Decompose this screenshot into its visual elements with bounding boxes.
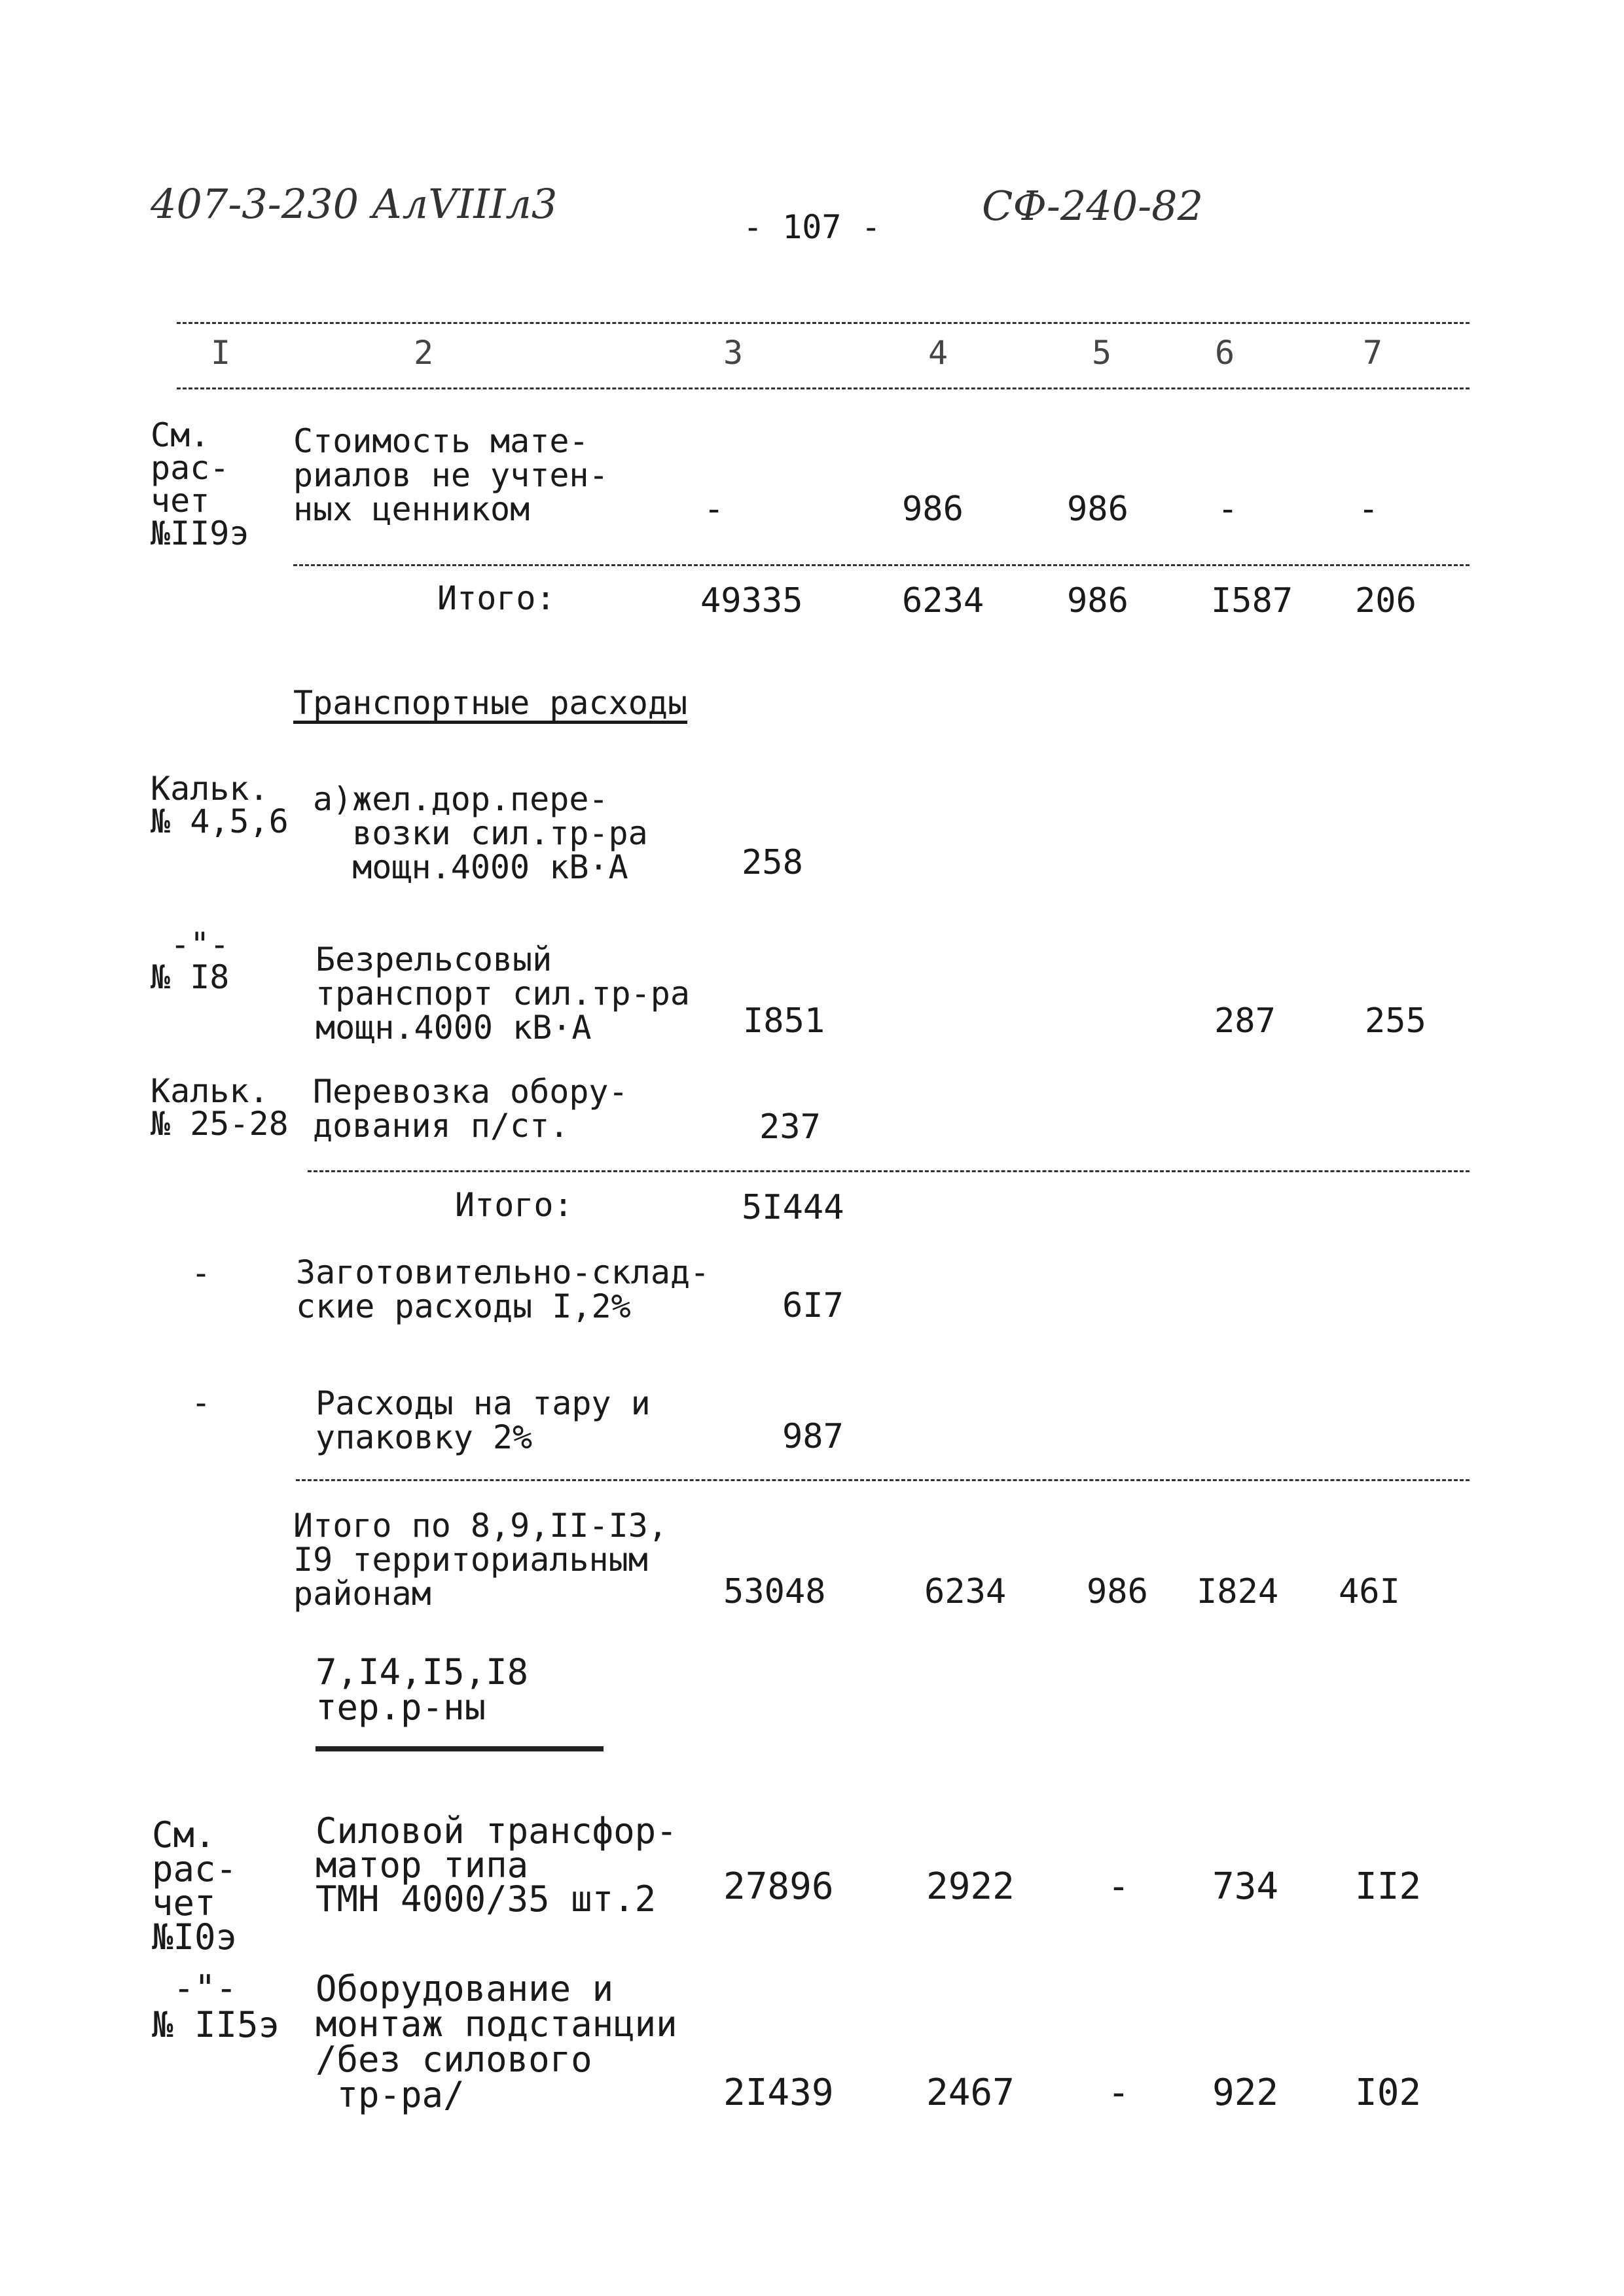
row-description: Оборудование и монтаж подстанции /без силового тр-ра/ xyxy=(316,1968,677,2115)
cell-col4: 2467 xyxy=(926,2072,1015,2114)
row-reference: - xyxy=(191,1384,211,1422)
section-heading-underline xyxy=(316,1746,604,1751)
cell-col3: 258 xyxy=(742,843,803,882)
table-top-rule xyxy=(177,322,1470,324)
cell-col6: I587 xyxy=(1211,581,1293,620)
column-header-7: 7 xyxy=(1363,334,1383,372)
cell-col7: 46I xyxy=(1339,1572,1400,1611)
column-header-5: 5 xyxy=(1092,334,1112,372)
section-heading-transport: Транспортные расходы xyxy=(293,684,688,722)
column-header-4: 4 xyxy=(928,334,948,372)
cell-col4: 6234 xyxy=(924,1572,1007,1611)
cell-col4: 986 xyxy=(902,490,964,529)
row-description: Силовой трансфор- матор типа ТМН 4000/35 шт.2 xyxy=(316,1810,677,1920)
cell-col3: 5I444 xyxy=(742,1188,844,1227)
row-reference: См. рас- чет №I0э xyxy=(152,1814,238,1958)
row-reference: См. рас- чет №II9э xyxy=(151,416,249,552)
cell-col4: 2922 xyxy=(926,1865,1015,1908)
cell-col3: 27896 xyxy=(723,1865,834,1908)
row-description: а)жел.дор.пере- возки сил.тр-ра мощн.4000 кВ·А xyxy=(313,780,648,886)
row-description: Заготовительно-склад- ские расходы I,2% xyxy=(296,1253,710,1325)
cell-col7: 206 xyxy=(1355,581,1416,620)
cell-col5: - xyxy=(1108,1865,1130,1908)
cell-col7: - xyxy=(1358,490,1379,529)
cell-col5: 986 xyxy=(1067,581,1128,620)
subtotal-rule xyxy=(293,564,1470,566)
row-reference: -"- № I8 xyxy=(151,925,230,996)
cell-col6: I824 xyxy=(1197,1572,1279,1611)
cell-col6: - xyxy=(1218,490,1238,529)
row-description: Безрельсовый транспорт сил.тр-ра мощн.4000 кВ·А xyxy=(316,941,690,1047)
total-label: Итого: xyxy=(437,579,556,617)
subtotal-rule xyxy=(296,1479,1470,1481)
cell-col6: 287 xyxy=(1214,1001,1276,1041)
cell-col6: 922 xyxy=(1212,2072,1279,2114)
cell-col3: 6I7 xyxy=(782,1286,844,1325)
cell-col3: - xyxy=(704,490,725,529)
row-description: Расходы на тару и упаковку 2% xyxy=(316,1384,651,1456)
subtotal-rule xyxy=(308,1170,1470,1172)
cell-col3: I851 xyxy=(743,1001,825,1041)
cell-col3: 2I439 xyxy=(723,2072,834,2114)
cell-col6: 734 xyxy=(1212,1865,1279,1908)
cell-col5: - xyxy=(1108,2072,1130,2114)
cell-col7: 255 xyxy=(1365,1001,1426,1041)
page-number: - 107 - xyxy=(743,208,881,246)
column-header-2: 2 xyxy=(414,334,434,372)
cell-col3: 49335 xyxy=(700,581,803,620)
row-reference: Кальк. № 4,5,6 xyxy=(151,770,289,840)
column-header-1: I xyxy=(211,334,231,372)
column-header-6: 6 xyxy=(1215,334,1235,372)
cell-col5: 986 xyxy=(1087,1572,1148,1611)
document-code-left: 407-3-230 АлVIIIл3 xyxy=(151,180,558,228)
cell-col3: 987 xyxy=(782,1417,844,1456)
cell-col5: 986 xyxy=(1067,490,1128,529)
total-label: Итого по 8,9,II-I3, I9 территориальным районам xyxy=(293,1507,668,1613)
row-description: Стоимость мате- риалов не учтен- ных ценником xyxy=(293,422,609,528)
table-header-rule xyxy=(177,387,1470,389)
row-reference: -"- № II5э xyxy=(152,1967,280,2045)
section-heading-regions: 7,I4,I5,I8 тер.р-ны xyxy=(316,1651,529,1728)
row-description: Перевозка обору- дования п/ст. xyxy=(313,1073,628,1145)
cell-col3: 237 xyxy=(759,1107,821,1147)
cell-col4: 6234 xyxy=(902,581,984,620)
document-code-right: СФ-240-82 xyxy=(982,182,1204,230)
cell-col7: I02 xyxy=(1355,2072,1422,2114)
cell-col3: 53048 xyxy=(723,1572,826,1611)
row-reference: Кальк. № 25-28 xyxy=(151,1072,289,1143)
row-reference: - xyxy=(191,1254,211,1292)
cell-col7: II2 xyxy=(1355,1865,1422,1908)
column-header-3: 3 xyxy=(723,334,744,372)
total-label: Итого: xyxy=(455,1186,573,1224)
